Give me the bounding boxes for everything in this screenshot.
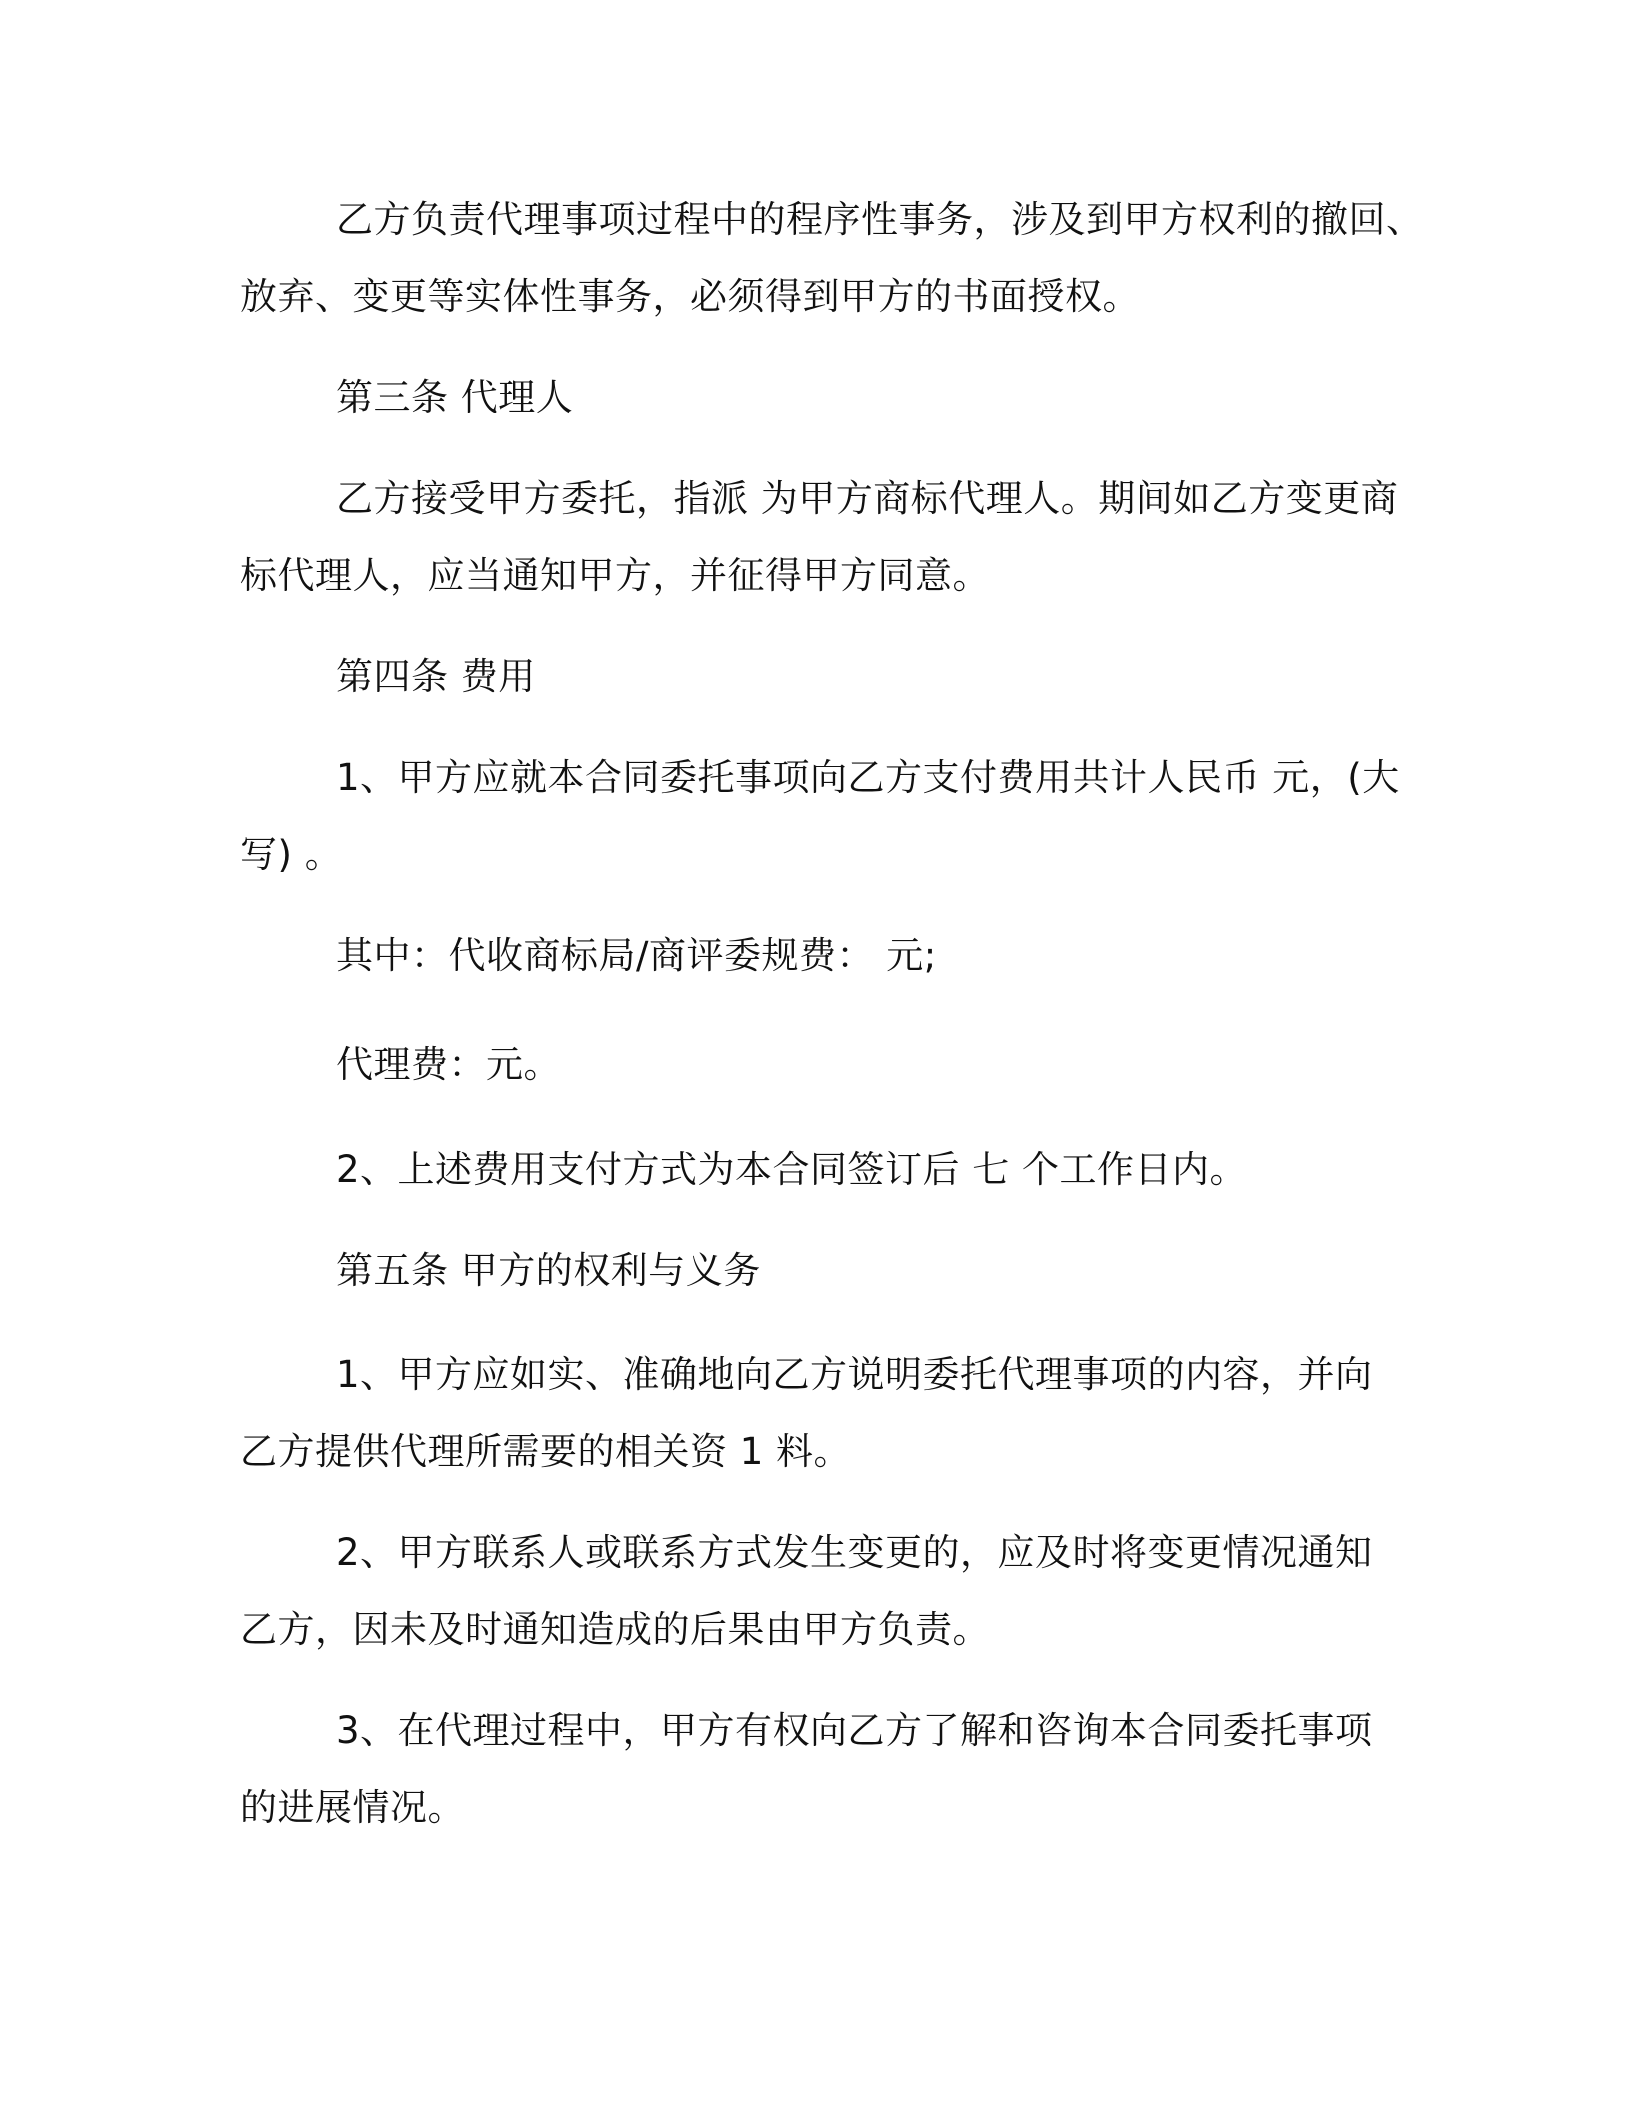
paragraph-line: 乙方接受甲方委托，指派 为甲方商标代理人。期间如乙方变更商	[336, 477, 1399, 520]
paragraph-line: 代理费：元。	[336, 1043, 561, 1086]
paragraph-line: 放弃、变更等实体性事务，必须得到甲方的书面授权。	[240, 275, 1140, 318]
section-heading: 第三条 代理人	[336, 376, 574, 419]
paragraph-line: 乙方，因未及时通知造成的后果由甲方负责。	[240, 1608, 990, 1651]
paragraph-line: 2、上述费用支付方式为本合同签订后 七 个工作日内。	[336, 1148, 1248, 1191]
section-heading: 第四条 费用	[336, 655, 536, 698]
paragraph-line: 的进展情况。	[240, 1786, 465, 1829]
paragraph-line: 写) 。	[240, 833, 343, 876]
paragraph-line: 乙方负责代理事项过程中的程序性事务，涉及到甲方权利的撤回、	[336, 198, 1424, 241]
paragraph-line: 1、甲方应如实、准确地向乙方说明委托代理事项的内容，并向	[336, 1353, 1373, 1396]
paragraph-line: 乙方提供代理所需要的相关资 1 料。	[240, 1430, 852, 1473]
paragraph-line: 2、甲方联系人或联系方式发生变更的，应及时将变更情况通知	[336, 1531, 1373, 1574]
paragraph-line: 3、在代理过程中，甲方有权向乙方了解和咨询本合同委托事项	[336, 1709, 1373, 1752]
paragraph-line: 标代理人，应当通知甲方，并征得甲方同意。	[240, 554, 990, 597]
paragraph-line: 1、甲方应就本合同委托事项向乙方支付费用共计人民币 元，(大	[336, 756, 1400, 799]
section-heading: 第五条 甲方的权利与义务	[336, 1249, 761, 1292]
paragraph-line: 其中：代收商标局/商评委规费： 元;	[336, 934, 937, 977]
